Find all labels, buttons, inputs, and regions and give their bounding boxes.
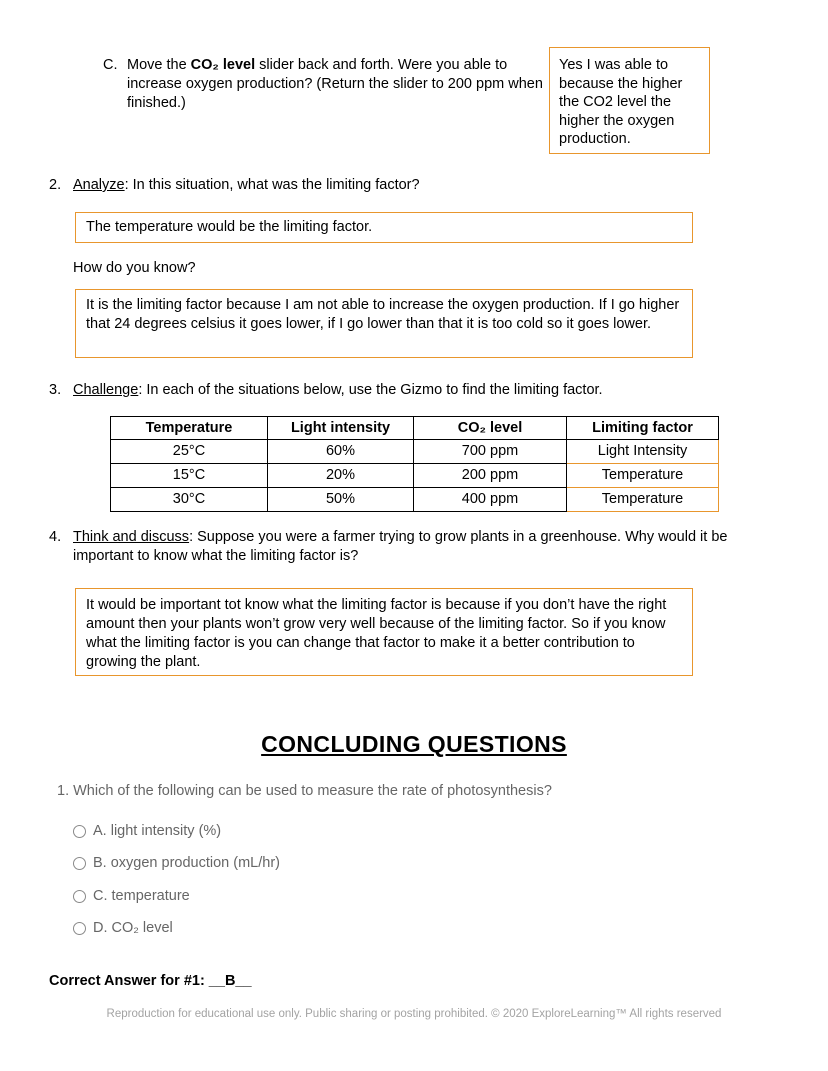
question-4-keyword: Think and discuss [73,529,190,545]
question-c-text-before: Move the [127,57,191,73]
table-header-limiting-factor: Limiting factor [567,417,719,440]
footer-copyright: Reproduction for educational use only. Public sharing or posting prohibited. © 2020 ExploreLearning™ All rights reserved [106,1008,722,1020]
table-cell-temperature: 25°C [111,440,268,464]
radio-button-icon[interactable] [73,825,86,838]
radio-button-icon[interactable] [73,857,86,870]
radio-button-icon[interactable] [73,890,86,903]
question-2-text [73,176,689,195]
radio-option-label: D. CO₂ level [93,920,173,936]
question-4 [49,528,779,566]
radio-option-c[interactable] [73,887,190,906]
radio-option-label: A. light intensity (%) [93,823,222,839]
radio-option-label: C. temperature [93,888,190,904]
challenge-table [110,416,719,512]
question-4-number: 4. [49,529,62,545]
question-3-number: 3. [49,382,62,398]
radio-option-d[interactable] [73,919,173,938]
answer-box-limiting-factor[interactable]: The temperature would be the limiting factor. [75,212,693,243]
question-2-rest: : In this situation, what was the limiting factor? [124,177,420,193]
table-cell-co2-level: 400 ppm [414,488,567,512]
table-cell-light-intensity: 50% [268,488,414,512]
question-3-keyword: Challenge [73,382,139,398]
answer-box-explanation[interactable]: It is the limiting factor because I am not able to increase the oxygen production. If I go higher that 24 degrees celsius it goes lower, if I go lower than that it is too cold so it goes lower. [75,289,693,358]
concluding-questions-title: CONCLUDING QUESTIONS [261,731,567,757]
question-2-number: 2. [49,177,62,193]
question-2 [49,176,689,195]
question-c-text-after: slider back and forth. Were you able to increase oxygen production? (Return the slider to 200 ppm when finished.) [127,57,543,111]
question-2-followup: How do you know? [73,260,196,276]
concluding-question-1: 1. Which of the following can be used to measure the rate of photosynthesis? [57,783,552,799]
question-4-text [73,528,779,566]
correct-answer-line: Correct Answer for #1: __B__ [49,973,252,989]
table-header-co2-level: CO₂ level [414,417,567,440]
table-header-light-intensity: Light intensity [268,417,414,440]
question-c-text [127,56,543,113]
table-cell-co2-level: 200 ppm [414,464,567,488]
table-header-row [111,417,719,440]
answer-box-co2[interactable]: Yes I was able to because the higher the CO2 level the higher the oxygen production. [549,47,710,154]
question-3-text [73,381,769,400]
table-header-temperature: Temperature [111,417,268,440]
table-cell-temperature: 30°C [111,488,268,512]
question-3-rest: : In each of the situations below, use the Gizmo to find the limiting factor. [138,382,603,398]
table-row [111,464,719,488]
radio-option-b[interactable] [73,854,280,873]
radio-button-icon[interactable] [73,922,86,935]
table-cell-limiting-factor[interactable]: Temperature [567,488,719,512]
table-cell-light-intensity: 60% [268,440,414,464]
question-3 [49,381,769,400]
question-c-label: C. [103,57,118,73]
table-row [111,440,719,464]
table-cell-light-intensity: 20% [268,464,414,488]
table-cell-limiting-factor[interactable]: Temperature [567,464,719,488]
radio-option-label: B. oxygen production (mL/hr) [93,855,280,871]
question-4-rest: : Suppose you were a farmer trying to grow plants in a greenhouse. Why would it be important to know what the limiting factor is? [73,529,728,564]
question-2-keyword: Analyze [73,177,125,193]
answer-box-farmer[interactable]: It would be important tot know what the limiting factor is because if you don’t have the right amount then your plants won’t grow very well because of the limiting factor. So if you know what the limiting factor is you can change that factor to make it a better contribution to growing the plant. [75,588,693,676]
table-cell-limiting-factor[interactable]: Light Intensity [567,440,719,464]
question-c [103,56,543,113]
table-row [111,488,719,512]
radio-option-a[interactable] [73,822,221,841]
table-cell-co2-level: 700 ppm [414,440,567,464]
table-cell-temperature: 15°C [111,464,268,488]
question-c-text-bold: CO₂ level [190,57,256,73]
